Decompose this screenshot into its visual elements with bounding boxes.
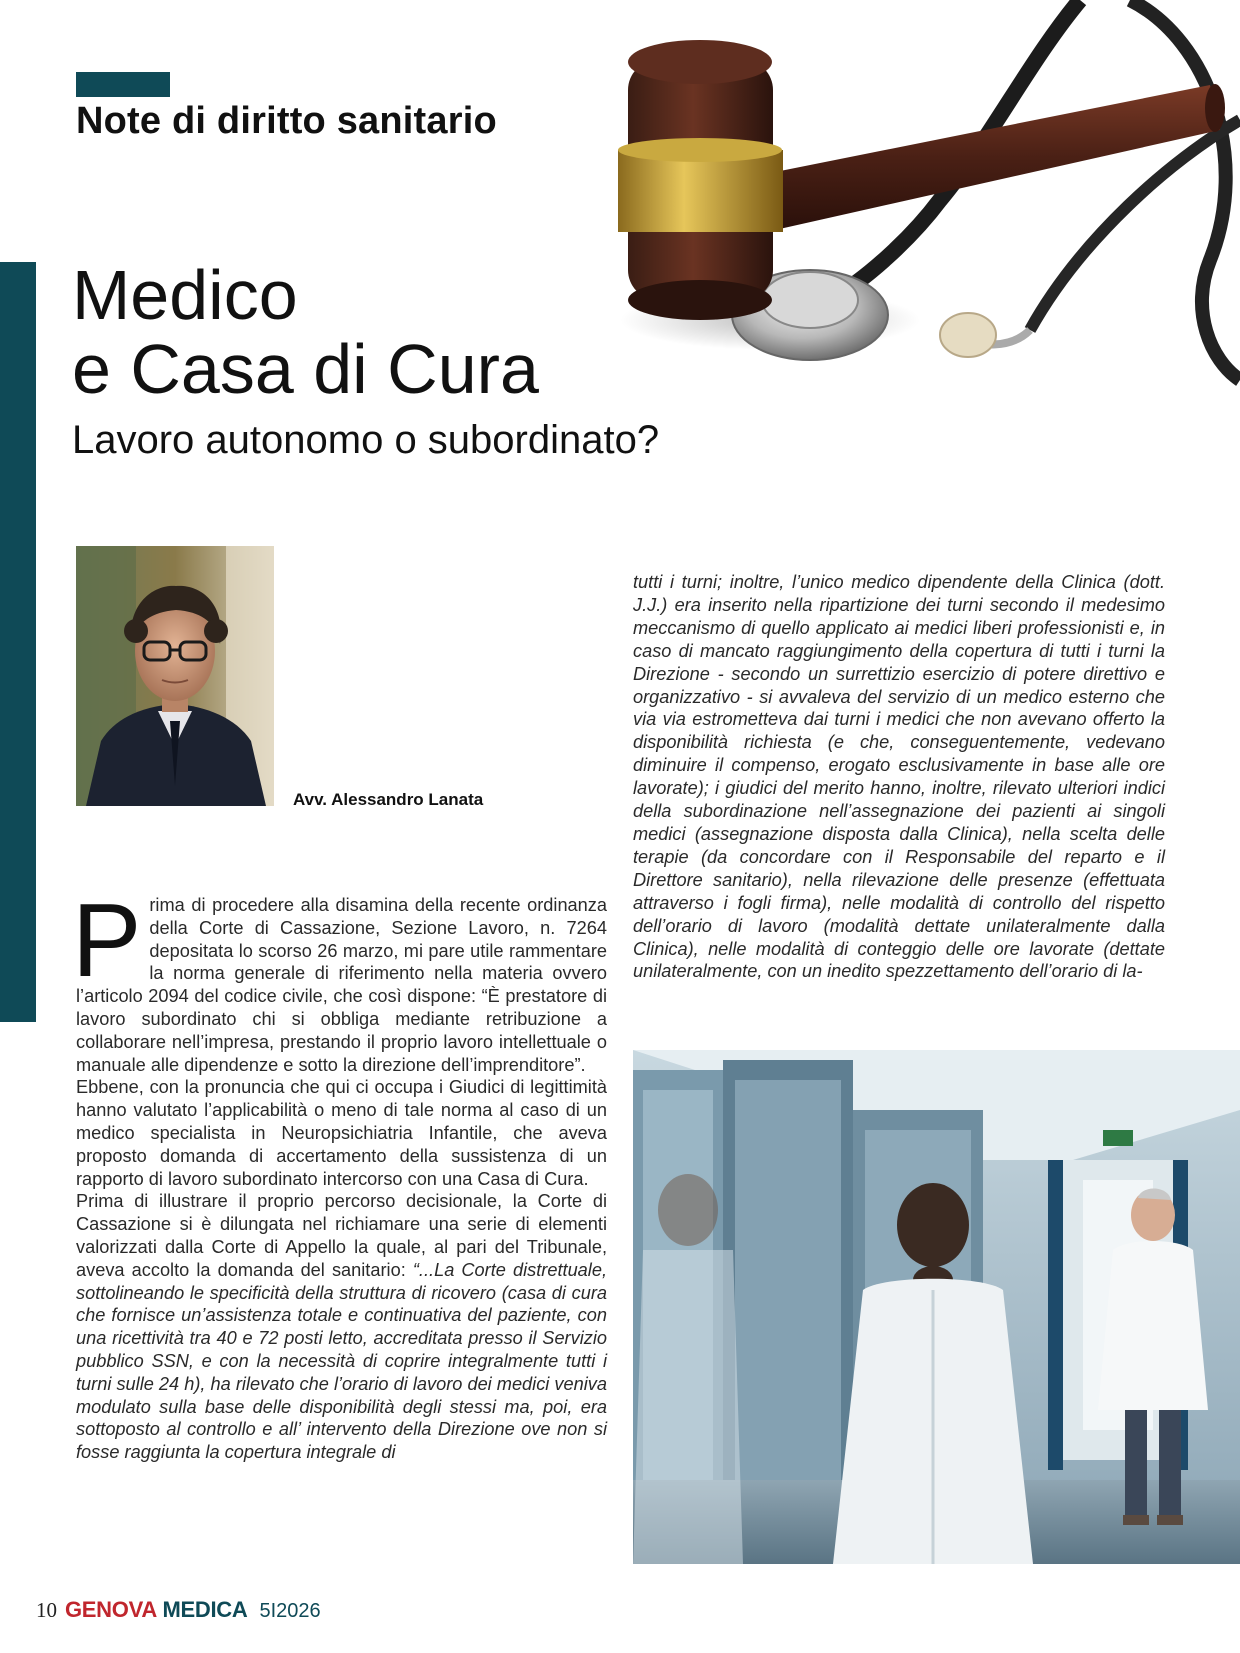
article-quote-continued: tutti i turni; inoltre, l’unico medico dipendente della Clinica (dott. J.J.) era inserito nella ripartizione dei turni secondo il medesimo meccanismo di quello applicato ai medici liberi professionisti e, in caso di mancato raggiungimento della copertura di tutti i turni la Direzione - secondo un surrettizio esercizio di potere direttivo e organizzativo - si avvaleva del servizio di un medico esterno che via via estrometteva dai turni i medici che non avevano offerto la disponibilità richiesta (e che, conseguentemente, vedevano diminuire il compenso, erogato esclusivamente in base alle ore lavorate); i giudici del merito hanno, inoltre, rilevato ulteriori indici della subordinazione nell’assegnazione dei pazienti ai singoli medici (assegnazione disposta dalla Clinica), nella scelta delle terapie (da concordare con il Responsabile del reparto e il Direttore sanitario), nella rilevazione delle presenze (effettuata attraverso i fogli firma), nelle modalità di controllo del rispetto dell’orario di lavoro (modalità dettate unilateralmente dalla Clinica), nelle modalità di conteggio delle ore lavorate (dettate unilateralmente, con un inedito spezzettamento dell’orario di la- <box>633 572 1165 982</box>
publication-brand <box>65 1597 247 1623</box>
subheadline: Lavoro autonomo o subordinato? <box>72 418 660 462</box>
gavel-stethoscope-image <box>610 0 1240 400</box>
headline-line-1: Medico <box>72 256 298 334</box>
page-number: 10 <box>36 1598 57 1622</box>
side-accent-bar <box>0 262 36 1022</box>
headline <box>72 258 539 406</box>
drop-cap: P <box>72 883 142 999</box>
author-name: Avv. Alessandro Lanata <box>293 790 484 809</box>
paragraph-3-text: Prima di illustrare il proprio percorso decisionale, la Corte di Cassazione si è dilungata nel richiamare una serie di elementi valorizzati dalla Corte di Appello la quale, al pari del Tribunale, aveva accolto la domanda del sanitario: <box>76 1191 607 1280</box>
headline-line-2: e Casa di Cura <box>72 330 539 408</box>
article-column-left <box>72 883 608 1464</box>
paragraph-3-quote: “...La Corte distrettuale, sottolineando le specificità della struttura di ricovero (casa di cura che fornisce un’assistenza totale e continuativa del paziente, con una ricettività tra 40 e 72 posti letto, accreditata presso il Servizio pubblico SSN, e con la necessità di coprire integralmente tutti i turni sulle 24 h), ha rilevato che l’orario di lavoro dei medici veniva modulato sulla base delle disponibilità degli stessi ma, poi, era sottoposto al controllo e all’ intervento della Direzione ove non si fosse raggiunta la copertura integrale di <box>76 1259 608 1463</box>
brand-genova: GENOVA <box>65 1597 157 1622</box>
brand-medica: MEDICA <box>162 1597 248 1622</box>
article-paragraph-1 <box>72 883 607 1076</box>
article-paragraph-2: Ebbene, con la pronuncia che qui ci occupa i Giudici di legittimità hanno valutato l’applicabilità o meno di tale norma al caso di un medico specialista in Neuropsichiatria Infantile, che aveva proposto domanda di accertamento della sussistenza di un rapporto di lavoro subordinato intercorso con una Casa di Cura. <box>76 1077 607 1189</box>
hospital-corridor-image <box>633 1050 1240 1564</box>
article-paragraph-3 <box>76 1190 607 1464</box>
section-title: Note di diritto sanitario <box>76 100 497 142</box>
issue-number: 5I2026 <box>259 1600 321 1622</box>
author-portrait-image <box>76 546 274 806</box>
section-accent-bar <box>76 72 170 97</box>
article-column-right <box>633 571 1165 983</box>
paragraph-1-text: rima di procedere alla disamina della recente ordinanza della Corte di Cassazione, Sezione Lavoro, n. 7264 depositata lo scorso 26 marzo, mi pare utile rammentare la norma generale di riferimento nella materia ovvero l’articolo 2094 del codice civile, che così dispone: “È prestatore di lavoro subordinato chi si obbliga mediante retribuzione a collaborare nell’impresa, prestando il proprio lavoro intellettuale o manuale alle dipendenze e sotto la direzione dell’imprenditore”. <box>76 895 607 1075</box>
page-footer <box>36 1597 321 1627</box>
